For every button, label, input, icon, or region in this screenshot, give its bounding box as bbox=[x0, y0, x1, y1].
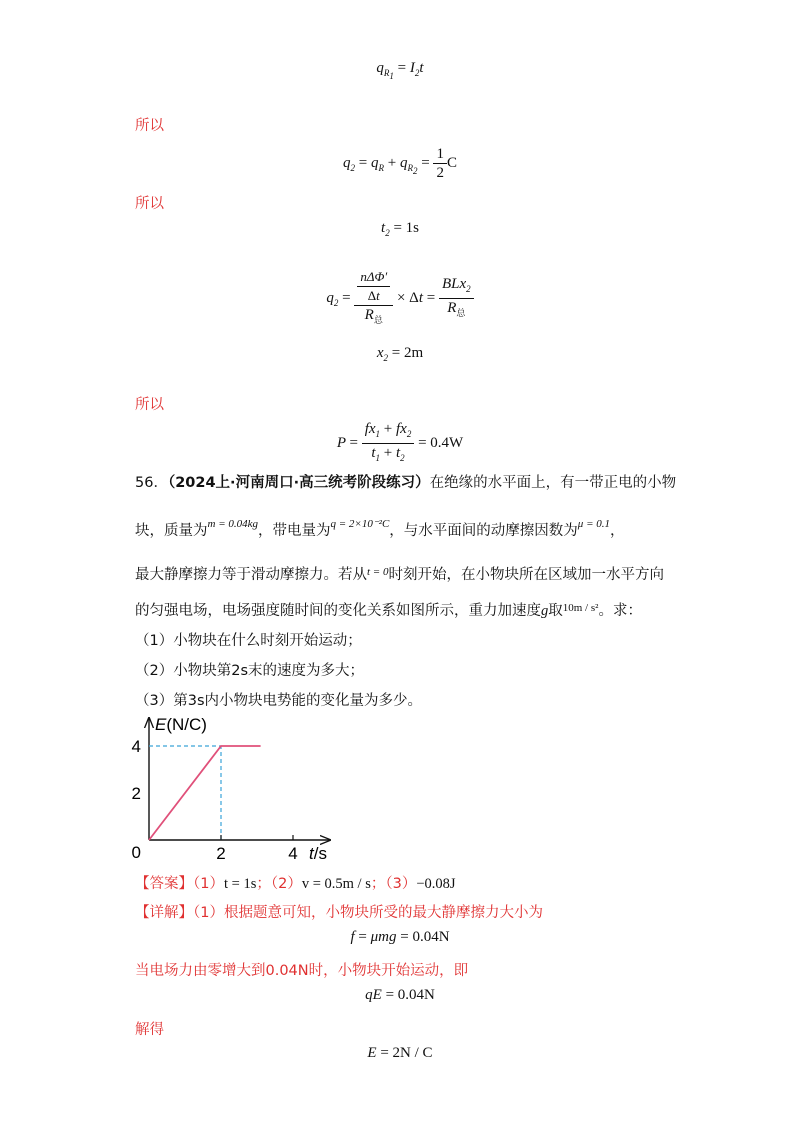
label-suoyi-1: 所以 bbox=[135, 118, 164, 134]
y-tick-label-2: 2 bbox=[131, 784, 141, 803]
y-tick-label-0: 0 bbox=[131, 843, 141, 862]
x-axis-label: t/s bbox=[309, 844, 327, 863]
answer-tag: 【答案】 bbox=[135, 876, 193, 892]
answer-1: t = 1s bbox=[223, 876, 257, 892]
equation-qR1: $q_{R_1} = I_2t$ bbox=[376, 60, 424, 81]
problem-line-1 bbox=[135, 471, 676, 492]
label-suoyi-3: 所以 bbox=[135, 397, 164, 413]
question-2: （2）小物块第2s末的速度为多大； bbox=[135, 663, 365, 679]
series-line bbox=[149, 746, 261, 840]
x-tick-label-4: 4 bbox=[288, 844, 298, 863]
answer-3: −0.08J bbox=[416, 876, 456, 892]
explain-line-2: 当电场力由零增大到0.04N时，小物块开始运动，即 bbox=[135, 963, 469, 979]
t0-value: t = 0 bbox=[367, 566, 389, 578]
mass-value: m = 0.04kg bbox=[207, 518, 258, 530]
equation-x2: $x_2 = 2m$ bbox=[376, 345, 424, 363]
answer-2: v = 0.5m / s bbox=[301, 876, 371, 892]
y-axis-label: E(N/C) bbox=[155, 715, 207, 734]
problem-line-4: 的匀强电场，电场强度随时间的变化关系如图所示，重力加速度g取$^{10m / s^2}$。求： bbox=[135, 602, 642, 619]
equation-t2: $t_2 = 1s$ bbox=[381, 220, 419, 238]
explain-line-1: 【详解】（1）根据题意可知，小物块所受的最大静摩擦力大小为 bbox=[135, 905, 543, 921]
explain-tag: 【详解】 bbox=[135, 905, 193, 921]
equation-q2-flux: $q_2$ = $\frac{\frac{\text{nΔΦ′}}{\Delta t}}{R_总}$ × Δt = $\frac{BLx_2}{R_总}$ bbox=[0, 268, 800, 329]
label-jiede: 解得 bbox=[135, 1022, 164, 1038]
equation-power: P = $\frac{fx_1 + fx_2}{t_1 + t_2}$ = 0.4W bbox=[336, 421, 464, 463]
question-1: （1）小物块在什么时刻开始运动； bbox=[135, 633, 362, 649]
charge-value: q = 2×10⁻²C bbox=[330, 518, 390, 530]
g-symbol: g bbox=[541, 603, 549, 619]
problem-line-2: 块，质量为$^{m = 0.04kg}$，带电量为$^{q = 2\times 10^{-2}C}$，与水平面间的动摩擦因数为$^{\mu = 0.1}$， bbox=[135, 518, 625, 539]
g-value: 10m / s² bbox=[562, 602, 599, 614]
equation-qE: qE = 0.04N bbox=[365, 987, 435, 1003]
x-tick-label-2: 2 bbox=[216, 844, 226, 863]
label-suoyi-2: 所以 bbox=[135, 196, 164, 212]
e-t-chart bbox=[125, 710, 345, 870]
equation-friction: f = μmg = 0.04N bbox=[350, 929, 450, 945]
equation-q2-sum: $q_2 = q_R + q_{R_2}$ = $\frac{1}{2}$ C bbox=[343, 146, 457, 181]
answer-line: 【答案】（1）t = 1s；（2）v = 0.5m / s；（3）−0.08J bbox=[135, 876, 456, 892]
equation-E: E = 2N / C bbox=[367, 1045, 433, 1061]
problem-line-3: 最大静摩擦力等于滑动摩擦力。若从$^{t = 0}$时刻开始，在小物块所在区域加一水平方向 bbox=[135, 566, 664, 583]
problem-source: （2024上·河南周口·高三统考阶段练习） bbox=[167, 475, 430, 491]
problem-intro: 在绝缘的水平面上，有一带正电的小物 bbox=[429, 475, 677, 491]
y-tick-label-4: 4 bbox=[131, 737, 141, 756]
mu-value: μ = 0.1 bbox=[577, 518, 610, 530]
problem-number: 56． bbox=[135, 475, 168, 491]
question-3: （3）第3s内小物块电势能的变化量为多少。 bbox=[135, 693, 423, 709]
